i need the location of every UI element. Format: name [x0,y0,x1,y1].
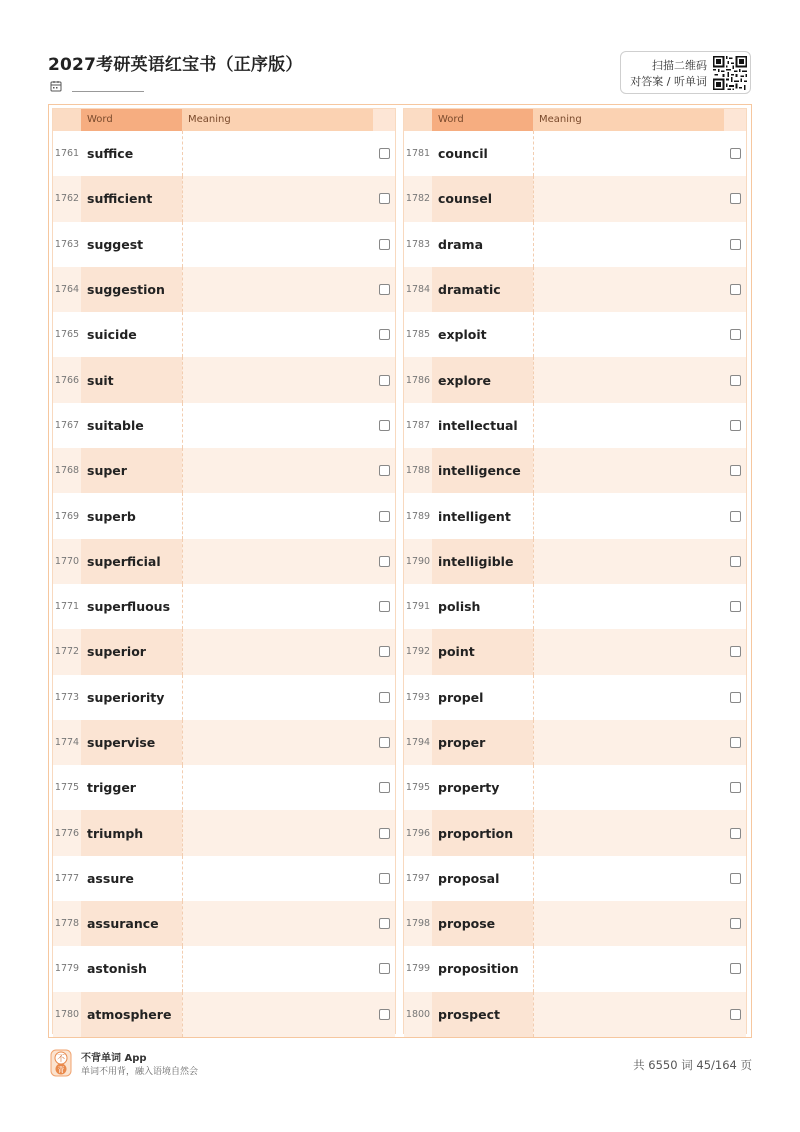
checkbox-cell[interactable] [373,856,395,901]
word-text: superb [81,493,182,538]
meaning-cell[interactable] [533,629,724,674]
word-text: suggestion [81,267,182,312]
checkbox-icon[interactable] [730,284,741,295]
checkbox-icon[interactable] [379,828,390,839]
meaning-cell[interactable] [533,493,724,538]
meaning-cell[interactable] [182,493,373,538]
checkbox-cell[interactable] [373,448,395,493]
checkbox-icon[interactable] [730,556,741,567]
checkbox-cell[interactable] [724,448,746,493]
word-text: proper [432,720,533,765]
column-header [404,109,746,131]
meaning-cell[interactable] [182,629,373,674]
word-text: trigger [81,765,182,810]
word-number: 1789 [405,510,431,522]
meaning-cell[interactable] [182,720,373,765]
word-number: 1770 [54,555,80,567]
qr-caption-2: 对答案 / 听单词 [630,75,707,88]
word-text: superior [81,629,182,674]
checkbox-icon[interactable] [379,193,390,204]
checkbox-icon[interactable] [730,239,741,250]
meaning-cell[interactable] [182,312,373,357]
table-row [404,765,746,810]
table-row [53,675,395,720]
checkbox-icon[interactable] [730,692,741,703]
table-row [53,992,395,1037]
table-row [53,267,395,312]
table-row [53,403,395,448]
meaning-cell[interactable] [533,222,724,267]
word-number: 1762 [54,193,80,205]
table-row [404,946,746,991]
meaning-cell[interactable] [182,403,373,448]
word-text: counsel [432,176,533,221]
meaning-cell[interactable] [533,403,724,448]
checkbox-cell[interactable] [373,131,395,176]
table-row [404,992,746,1037]
meaning-cell[interactable] [182,584,373,629]
logo-char-top: 不 [57,1054,65,1063]
table-row [53,856,395,901]
word-text: polish [432,584,533,629]
checkbox-cell[interactable] [373,539,395,584]
meaning-cell[interactable] [533,992,724,1037]
word-text: exploit [432,312,533,357]
checkbox-icon[interactable] [730,511,741,522]
word-number: 1798 [405,918,431,930]
word-number: 1787 [405,419,431,431]
checkbox-icon[interactable] [379,375,390,386]
checkbox-icon[interactable] [730,193,741,204]
word-number: 1797 [405,872,431,884]
checkbox-icon[interactable] [730,828,741,839]
app-slogan: 单词不用背，融入语境自然会 [81,1067,199,1077]
word-text: intelligible [432,539,533,584]
checkbox-cell[interactable] [724,856,746,901]
word-number: 1771 [54,601,80,613]
checkbox-icon[interactable] [379,420,390,431]
word-number: 1788 [405,465,431,477]
word-text: sufficient [81,176,182,221]
word-text: intelligence [432,448,533,493]
word-number: 1774 [54,737,80,748]
word-number: 1767 [54,419,80,431]
checkbox-icon[interactable] [379,646,390,657]
page-info: 共 6550 词 45/164 页 [633,1058,752,1072]
meaning-cell[interactable] [533,946,724,991]
table-row [53,810,395,855]
table-row [53,176,395,221]
checkbox-icon[interactable] [379,1009,390,1020]
table-row [53,448,395,493]
word-text: drama [432,222,533,267]
table-row [404,675,746,720]
column-header [53,109,395,131]
word-text: superficial [81,539,182,584]
meaning-cell[interactable] [182,448,373,493]
table-row [404,312,746,357]
word-number: 1777 [54,872,80,884]
checkbox-icon[interactable] [379,601,390,612]
word-number: 1776 [54,827,80,839]
checkbox-cell[interactable] [724,312,746,357]
logo-char-bottom: 背 [57,1066,65,1074]
table-row [404,222,746,267]
checkbox-cell[interactable] [373,675,395,720]
word-text: suffice [81,131,182,176]
word-number: 1761 [54,148,80,160]
word-number: 1764 [54,284,80,296]
word-number: 1779 [54,963,80,975]
word-number: 1795 [405,782,431,794]
meaning-cell[interactable] [182,675,373,720]
checkbox-icon[interactable] [730,737,741,748]
meaning-cell[interactable] [533,357,724,402]
word-number: 1783 [405,238,431,250]
checkbox-cell[interactable] [373,267,395,312]
checkbox-cell[interactable] [724,357,746,402]
table-row [404,448,746,493]
checkbox-icon[interactable] [730,375,741,386]
checkbox-cell[interactable] [724,539,746,584]
qr-code-icon[interactable] [713,56,747,90]
table-row [53,539,395,584]
vocab-column-left [52,108,396,1034]
meaning-cell[interactable] [182,901,373,946]
checkbox-icon[interactable] [730,601,741,612]
word-number: 1799 [405,963,431,975]
word-text: triumph [81,810,182,855]
checkbox-icon[interactable] [379,737,390,748]
meaning-cell[interactable] [182,222,373,267]
table-row [404,493,746,538]
page-title: 2027考研英语红宝书（正序版） [48,55,303,75]
header-check [724,109,746,131]
calendar-icon [50,80,62,92]
word-number: 1780 [54,1008,80,1020]
word-number: 1796 [405,827,431,839]
word-number: 1766 [54,374,80,386]
checkbox-cell[interactable] [724,403,746,448]
meaning-cell[interactable] [182,992,373,1037]
checkbox-icon[interactable] [379,465,390,476]
word-text: prospect [432,992,533,1037]
table-row [53,584,395,629]
meaning-cell[interactable] [182,267,373,312]
word-number: 1790 [405,555,431,567]
checkbox-cell[interactable] [373,810,395,855]
meaning-cell[interactable] [533,176,724,221]
header-word: Word [81,109,182,131]
word-text: suit [81,357,182,402]
meaning-cell[interactable] [533,720,724,765]
table-row [404,629,746,674]
table-row [53,357,395,402]
table-row [404,357,746,402]
meaning-cell[interactable] [182,539,373,584]
checkbox-icon[interactable] [730,873,741,884]
table-row [53,765,395,810]
date-underline [72,91,144,92]
word-text: super [81,448,182,493]
word-number: 1769 [54,510,80,522]
meaning-cell[interactable] [533,901,724,946]
word-text: assurance [81,901,182,946]
meaning-cell[interactable] [182,765,373,810]
vocab-table [48,104,752,1038]
meaning-cell[interactable] [533,448,724,493]
word-number: 1765 [54,329,80,341]
word-text: propose [432,901,533,946]
checkbox-cell[interactable] [373,312,395,357]
word-text: intellectual [432,403,533,448]
checkbox-cell[interactable] [373,901,395,946]
checkbox-cell[interactable] [724,267,746,312]
meaning-cell[interactable] [182,856,373,901]
word-text: astonish [81,946,182,991]
date-field [50,80,150,94]
table-row [53,720,395,765]
checkbox-cell[interactable] [724,629,746,674]
word-text: atmosphere [81,992,182,1037]
word-number: 1792 [405,646,431,658]
checkbox-icon[interactable] [379,239,390,250]
checkbox-cell[interactable] [724,765,746,810]
table-row [53,222,395,267]
checkbox-icon[interactable] [379,511,390,522]
meaning-cell[interactable] [182,357,373,402]
word-text: council [432,131,533,176]
header-word: Word [432,109,533,131]
checkbox-cell[interactable] [724,720,746,765]
checkbox-cell[interactable] [724,176,746,221]
checkbox-cell[interactable] [373,176,395,221]
word-text: suggest [81,222,182,267]
table-row [53,493,395,538]
meaning-cell[interactable] [533,765,724,810]
meaning-cell[interactable] [533,312,724,357]
qr-panel[interactable] [620,51,751,94]
meaning-cell[interactable] [533,584,724,629]
checkbox-cell[interactable] [724,810,746,855]
checkbox-icon[interactable] [730,465,741,476]
table-row [404,584,746,629]
checkbox-cell[interactable] [724,493,746,538]
word-text: suicide [81,312,182,357]
checkbox-cell[interactable] [724,131,746,176]
meaning-cell[interactable] [533,856,724,901]
checkbox-cell[interactable] [724,946,746,991]
checkbox-cell[interactable] [724,222,746,267]
checkbox-cell[interactable] [373,629,395,674]
checkbox-cell[interactable] [373,720,395,765]
word-number: 1784 [405,284,431,296]
table-row [53,946,395,991]
word-text: proposition [432,946,533,991]
checkbox-icon[interactable] [730,646,741,657]
rows-right [404,131,746,1037]
word-number: 1785 [405,329,431,341]
checkbox-icon[interactable] [730,782,741,793]
checkbox-cell[interactable] [724,675,746,720]
checkbox-icon[interactable] [379,963,390,974]
word-number: 1773 [54,691,80,703]
meaning-cell[interactable] [533,539,724,584]
word-number: 1772 [54,646,80,658]
app-name: 不背单词 App [81,1053,147,1064]
word-number: 1782 [405,193,431,205]
word-text: superfluous [81,584,182,629]
checkbox-cell[interactable] [373,946,395,991]
table-row [53,131,395,176]
word-number: 1786 [405,374,431,386]
header-check [373,109,395,131]
header-meaning: Meaning [533,109,724,131]
meaning-cell[interactable] [182,176,373,221]
meaning-cell[interactable] [533,675,724,720]
checkbox-icon[interactable] [379,918,390,929]
table-row [53,312,395,357]
checkbox-icon[interactable] [379,873,390,884]
word-text: supervise [81,720,182,765]
table-row [404,267,746,312]
checkbox-cell[interactable] [373,992,395,1037]
header-meaning: Meaning [182,109,373,131]
checkbox-cell[interactable] [724,992,746,1037]
word-text: assure [81,856,182,901]
app-logo-icon [50,1049,72,1077]
word-text: explore [432,357,533,402]
checkbox-icon[interactable] [379,148,390,159]
checkbox-icon[interactable] [730,148,741,159]
word-text: suitable [81,403,182,448]
table-row [404,810,746,855]
checkbox-cell[interactable] [373,765,395,810]
word-number: 1778 [54,918,80,930]
word-number: 1793 [405,691,431,703]
word-number: 1775 [54,782,80,794]
table-row [404,901,746,946]
meaning-cell[interactable] [182,131,373,176]
checkbox-cell[interactable] [724,584,746,629]
checkbox-icon[interactable] [730,420,741,431]
checkbox-icon[interactable] [730,918,741,929]
meaning-cell[interactable] [182,810,373,855]
rows-left [53,131,395,1037]
meaning-cell[interactable] [182,946,373,991]
checkbox-cell[interactable] [373,493,395,538]
checkbox-icon[interactable] [379,692,390,703]
table-row [404,720,746,765]
checkbox-icon[interactable] [379,284,390,295]
word-text: proportion [432,810,533,855]
meaning-cell[interactable] [533,810,724,855]
word-text: proposal [432,856,533,901]
meaning-cell[interactable] [533,131,724,176]
word-number: 1794 [405,737,431,748]
checkbox-icon[interactable] [730,963,741,974]
word-text: property [432,765,533,810]
word-text: point [432,629,533,674]
meaning-cell[interactable] [533,267,724,312]
checkbox-cell[interactable] [373,403,395,448]
checkbox-cell[interactable] [373,222,395,267]
checkbox-icon[interactable] [730,1009,741,1020]
table-row [404,856,746,901]
checkbox-cell[interactable] [724,901,746,946]
checkbox-icon[interactable] [379,782,390,793]
qr-caption-1: 扫描二维码 [652,59,707,72]
word-text: superiority [81,675,182,720]
vocab-column-right [403,108,747,1034]
word-text: intelligent [432,493,533,538]
word-text: propel [432,675,533,720]
table-row [404,539,746,584]
checkbox-icon[interactable] [379,556,390,567]
table-row [404,403,746,448]
word-text: dramatic [432,267,533,312]
table-row [404,131,746,176]
checkbox-icon[interactable] [379,329,390,340]
table-row [53,629,395,674]
table-row [53,901,395,946]
word-number: 1781 [405,148,431,160]
word-number: 1800 [405,1008,431,1020]
checkbox-icon[interactable] [730,329,741,340]
checkbox-cell[interactable] [373,357,395,402]
word-number: 1768 [54,465,80,477]
checkbox-cell[interactable] [373,584,395,629]
word-number: 1763 [54,238,80,250]
word-number: 1791 [405,601,431,613]
table-row [404,176,746,221]
